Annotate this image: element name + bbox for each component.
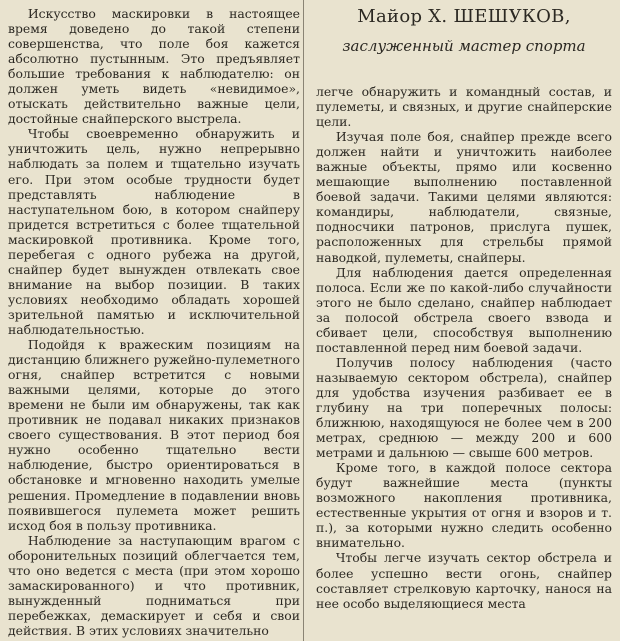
paragraph: Для наблюдения дается определенная полоса. Если же по какой-либо случайности этого не было сделано, снайпер наблюдает за полосой обстрела своего взвода и сбивает цели, способствуя выполнению поставленной перед ним боевой задачи. [316, 264, 612, 355]
paragraph: Наблюдение за наступающим врагом с оборонительных позиций облегчается тем, что оно ведется с места (при этом хорошо замаскированного) и что противник, вынужденный подниматься при перебежках, демаскирует и себя и свои действия. В этих условиях значительно [8, 532, 300, 638]
article-left-column [8, 6, 300, 638]
column-divider [303, 0, 304, 641]
paragraph: Изучая поле боя, снайпер прежде всего должен найти и уничтожить наиболее важные объекты, прямо или косвенно мешающие выполнению поставленной боевой задачи. Такими целями являются: командиры, наблюдатели, связные, подносчики патронов, прислуга пушек, расположенных для стрельбы прямой наводкой, пулеметы, снайперы. [316, 129, 612, 265]
byline [316, 6, 612, 56]
author-title: заслуженный мастер спорта [342, 37, 586, 55]
paragraph: Подойдя к вражеским позициям на дистанцию ближнего ружейно-пулеметного огня, снайпер встретится с новыми важными целями, которые до этого времени не были им обнаружены, так как противник не подавал никаких признаков своего существования. В этот период боя нужно особенно тщательно вести наблюдение, быстро ориентироваться в обстановке и мгновенно находить умелые решения. Промедление в подавлении вновь появившегося пулемета может решить исход боя в пользу противника. [8, 337, 300, 533]
author-name: Майор Х. ШЕШУКОВ, [357, 6, 571, 27]
paragraph: Чтобы своевременно обнаружить и уничтожить цель, нужно непрерывно наблюдать за полем и тщательно изучать его. При этом особые трудности будет представлять наблюдение в наступательном бою, в котором снайперу придется встретиться с более тщательной маскировкой противника. Кроме того, перебегая с одного рубежа на другой, снайпер будет вынужден отвлекать свое внимание на выбор позиции. В таких условиях необходимо обладать хорошей зрительной памятью и исключительной наблюдательностью. [8, 126, 300, 337]
paragraph: Чтобы легче изучать сектор обстрела и более успешно вести огонь, снайпер составляет стрелковую карточку, нанося на нее особо выделяющиеся места [316, 550, 612, 611]
paragraph: Получив полосу наблюдения (часто называемую сектором обстрела), снайпер для удобства изучения разбивает ее в глубину на три поперечных полосы: ближнюю, находящуюся не более чем в 200 метрах, среднюю — между 200 и 600 метрами и дальнюю — свыше 600 метров. [316, 354, 612, 461]
article-right-column [316, 84, 612, 611]
paragraph: Искусство маскировки в настоящее время доведено до такой степени совершенства, что поле боя кажется абсолютно пустынным. Это предъявляет большие требования к наблюдателю: он должен уметь видеть «невидимое», отыскать действительно важные цели, достойные снайперского выстрела. [8, 6, 300, 127]
paragraph: Кроме того, в каждой полосе сектора будут важнейшие места (пункты возможного накопления противника, естественные укрытия от огня и взоров и т. п.), за которыми нужно следить особенно внимательно. [316, 460, 612, 551]
paragraph-continued: легче обнаружить и командный состав, и пулеметы, и связных, и другие снайперские цели. [316, 84, 612, 130]
